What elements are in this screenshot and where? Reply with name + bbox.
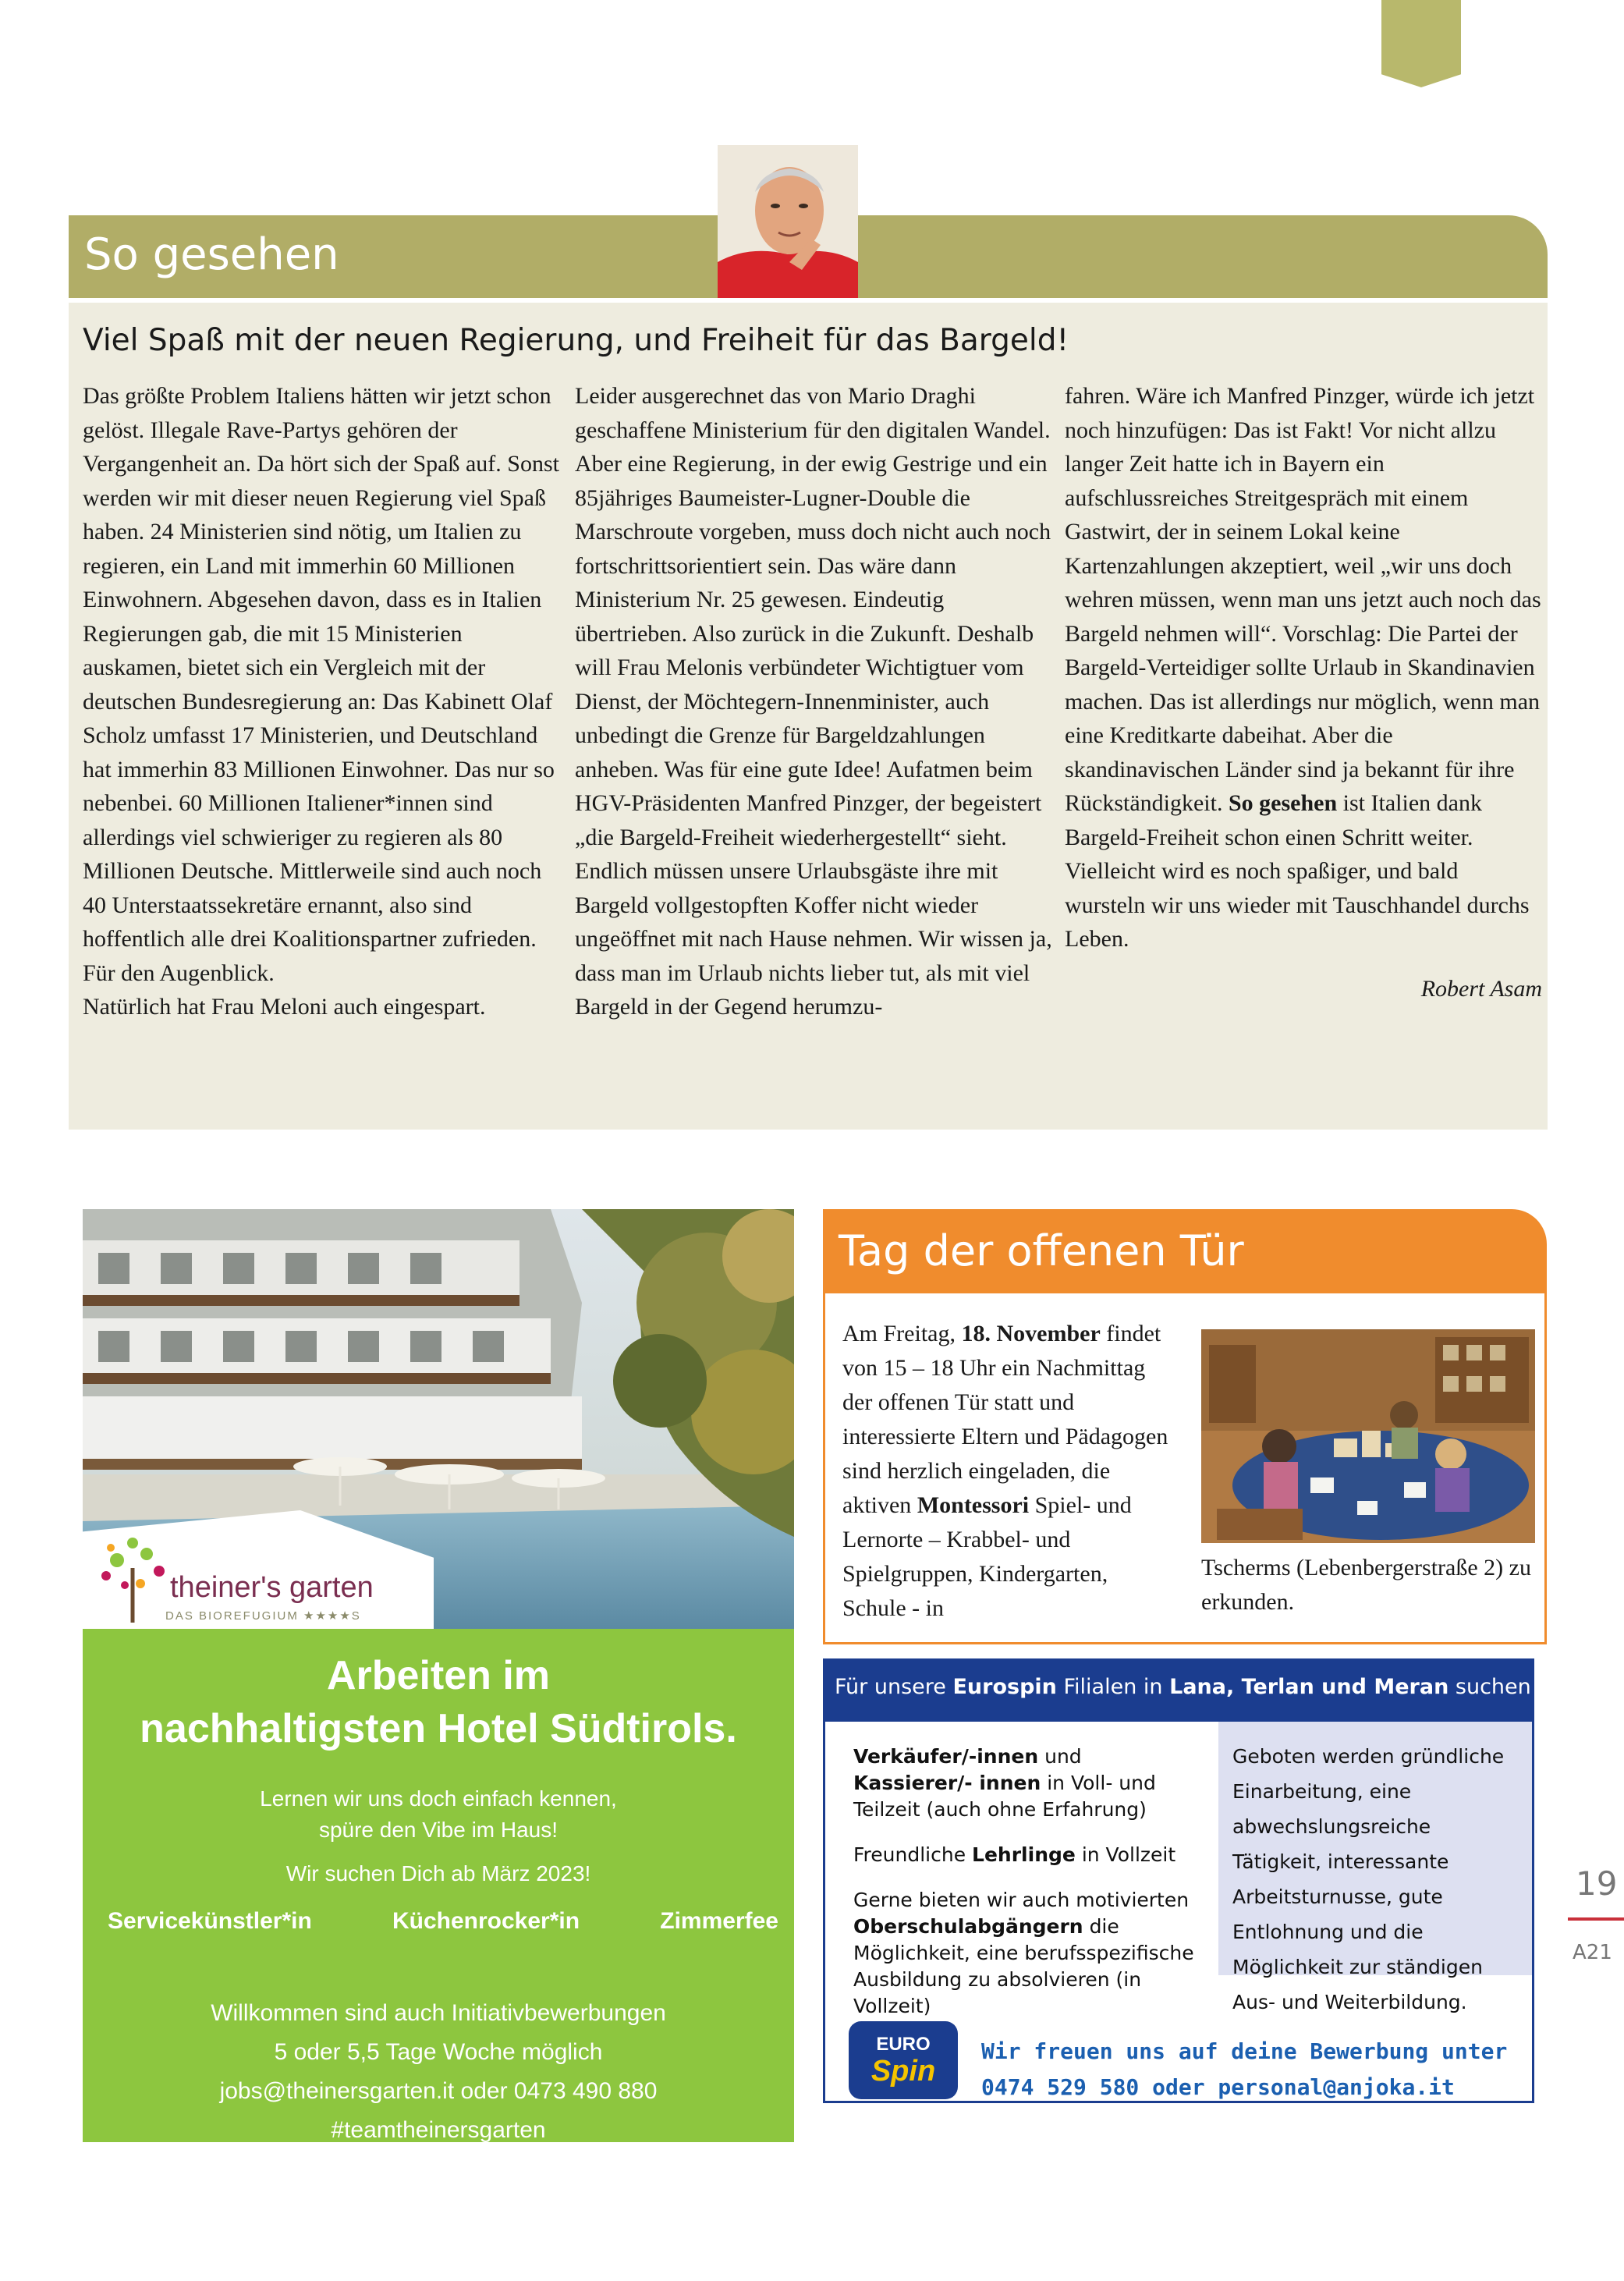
ad-hashtag: #teamtheinersgarten <box>331 2117 546 2142</box>
job-title: Servicekünstler*in <box>108 1908 312 1934</box>
eurospin-banner: Für unsere Eurospin Filialen in Lana, Terlan und Meran suchen wir: <box>825 1661 1532 1722</box>
eurospin-positions <box>853 1744 1204 2038</box>
author-portrait <box>718 145 858 298</box>
column-headline: Viel Spaß mit der neuen Regierung, und Freiheit für das Bargeld! <box>83 323 1069 358</box>
position-item: Gerne bieten wir auch motivierten Oberschulabgängern die Möglichkeit, eine berufsspezifische Ausbildung zu absolvieren (in Vollzeit) <box>853 1889 1194 2017</box>
column-text-1 <box>83 379 560 1024</box>
open-day-text: Am Freitag, 18. November findet von 15 – 18 Uhr ein Nachmittag der offenen Tür statt und interessierte Eltern und Pädagogen sind herzlich eingeladen, die aktiven Montessori Spiel- und Lernorte – Krabbel- und Spielgruppen, Kindergarten, Schule - in <box>842 1321 1168 1621</box>
column-text-3 <box>1065 379 1542 1006</box>
column-paragraph: Natürlich hat Frau Meloni auch eingespart. <box>83 994 486 1020</box>
eurospin-ad <box>823 1658 1576 2103</box>
ad-job-list <box>108 1908 778 1935</box>
ad-headline: Arbeiten im nachhaltigsten Hotel Südtirols. <box>140 1653 737 1751</box>
job-title: Küchenrocker*in <box>392 1908 580 1934</box>
open-day-title: Tag der offenen Tür <box>839 1226 1244 1275</box>
page-corner-tab <box>1381 0 1461 87</box>
eurospin-logo: EURO Spin <box>849 2021 958 2099</box>
column-bold-phrase: So gesehen <box>1228 790 1338 816</box>
position-item: Freundliche Lehrlinge in Vollzeit <box>853 1843 1176 1866</box>
ad-start-date: Wir suchen Dich ab März 2023! <box>285 1861 591 1885</box>
position-item: Verkäufer/-innen und Kassierer/- innen in Voll- und Teilzeit (auch ohne Erfahrung) <box>853 1745 1156 1821</box>
ad-contact[interactable]: jobs@theinersgarten.it oder 0473 490 880 <box>219 2078 658 2104</box>
logo-name: theiner's garten <box>170 1571 374 1604</box>
open-day-body <box>823 1293 1547 1644</box>
column-paragraph: fahren. Wäre ich Manfred Pinzger, würde ich jetzt noch hinzufügen: Das ist Fakt! Vor nicht allzu langer Zeit hatte ich in Bayern ein aufschlussreiches Streitgespräch mit einem Gastwirt, der in seinem Lokal keine Kartenzahlungen akzeptiert, weil „wir uns doch wehren müssen, wenn man uns jetzt auch noch das Bargeld nehmen will“. Vorschlag: Die Partei der Bargeld-Verteidiger sollte Urlaub in Skandinavien machen. Das ist allerdings nur möglich, wenn man eine Kreditkarte dabeihat. Aber die skandinavischen Länder sind ja bekannt für ihre Rückständigkeit. So gesehen ist Italien dank Bargeld-Freiheit schon einen Schritt weiter. Vielleicht wird es noch spaßiger, und bald wursteln wir uns wieder mit Tauschhandel durchs Leben. <box>1065 383 1541 952</box>
open-day-header <box>823 1209 1547 1293</box>
logo-subtitle: DAS BIOREFUGIUM ★★★★S <box>165 1609 361 1623</box>
column-text-2 <box>575 379 1052 1024</box>
column-body <box>69 303 1548 1130</box>
montessori-photo <box>1201 1329 1535 1543</box>
eurospin-contact-details[interactable]: 0474 529 580 oder personal@anjoka.it <box>981 2074 1455 2100</box>
page-code: A21 <box>1573 1941 1612 1964</box>
eurospin-benefits: Geboten werden gründliche Einarbeitung, eine abwechslungsreiche Tätigkeit, interessante Arbeitsturnusse, gute Entlohnung und die Möglichkeit zur ständigen Aus- und Weiterbildung. <box>1218 1722 1532 1975</box>
page-number: 19 <box>1576 1864 1618 1903</box>
ad-footer: Willkommen sind auch Initiativbewerbungen 5 oder 5,5 Tage Woche möglich jobs@theinersgarten.it oder 0473 490 880 #teamtheinersgarten <box>83 1994 794 2142</box>
column-paragraph: Leider ausgerechnet das von Mario Draghi geschaffene Ministerium für den digitalen Wandel. Aber eine Regierung, in der ewig Gestrige und ein 85jähriges Baumeister-Lugner-Double die Marschroute vorgeben, muss doch nicht auch noch fortschrittsorientiert sein. Das wäre dann Ministerium Nr. 25 gewesen. Eindeutig übertrieben. Also zurück in die Zukunft. Deshalb will Frau Melonis verbündeter Wichtigtuer vom Dienst, der Möchtegern-Innenminister, auch unbedingt die Grenze für Bargeldzahlungen anheben. Was für eine gute Idee! Aufatmen beim HGV-Präsidenten Manfred Pinzger, der begeistert „die Bargeld-Freiheit wiederhergestellt“ sieht. Endlich müssen unsere Urlaubsgäste ihre mit Bargeld vollgestopften Koffer nicht wieder ungeöffnet mit nach Hause nehmen. Wir wissen ja, dass man im Urlaub nichts lieber tut, als mit viel Bargeld in der Gegend herumzu- <box>575 383 1052 1020</box>
column-paragraph: Das größte Problem Italiens hätten wir jetzt schon gelöst. Illegale Rave-Partys gehören der Vergangenheit an. Da hört sich der Spaß auf. Sonst werden wir mit dieser neuen Regierung viel Spaß haben. 24 Ministerien sind nötig, um Italien zu regieren, ein Land mit immerhin 60 Millionen Einwohnern. Abgesehen davon, dass es in Italien Regierungen gab, die mit 15 Ministerien auskamen, bietet sich ein Vergleich mit der deutschen Bundesregierung an: Das Kabinett Olaf Scholz umfasst 17 Ministerien, und Deutschland hat immerhin 83 Millionen Einwohner. Das nur so nebenbei. 60 Millionen Italiener*innen sind allerdings viel schwieriger zu regieren als 80 Millionen Deutsche. Mittlerweile sind auch noch 40 Unterstaatssekretäre ernannt, also sind hoffentlich alle drei Koalitionspartner zufrieden. Für den Augenblick. <box>83 383 559 986</box>
column-section-title: So gesehen <box>84 229 339 280</box>
ad-lead: Lernen wir uns doch einfach kennen, spüre den Vibe im Haus! <box>260 1786 617 1842</box>
column-author: Robert Asam <box>1420 975 1542 1002</box>
page-number-divider <box>1568 1917 1624 1921</box>
eurospin-contact: Wir freuen uns auf deine Bewerbung unter 0474 529 580 oder personal@anjoka.it <box>981 2034 1519 2105</box>
theiners-garten-ad <box>83 1209 794 2142</box>
job-title: Zimmerfee <box>660 1908 778 1934</box>
open-day-caption: Tscherms (Lebenbergerstraße 2) zu erkunden. <box>1201 1555 1531 1615</box>
